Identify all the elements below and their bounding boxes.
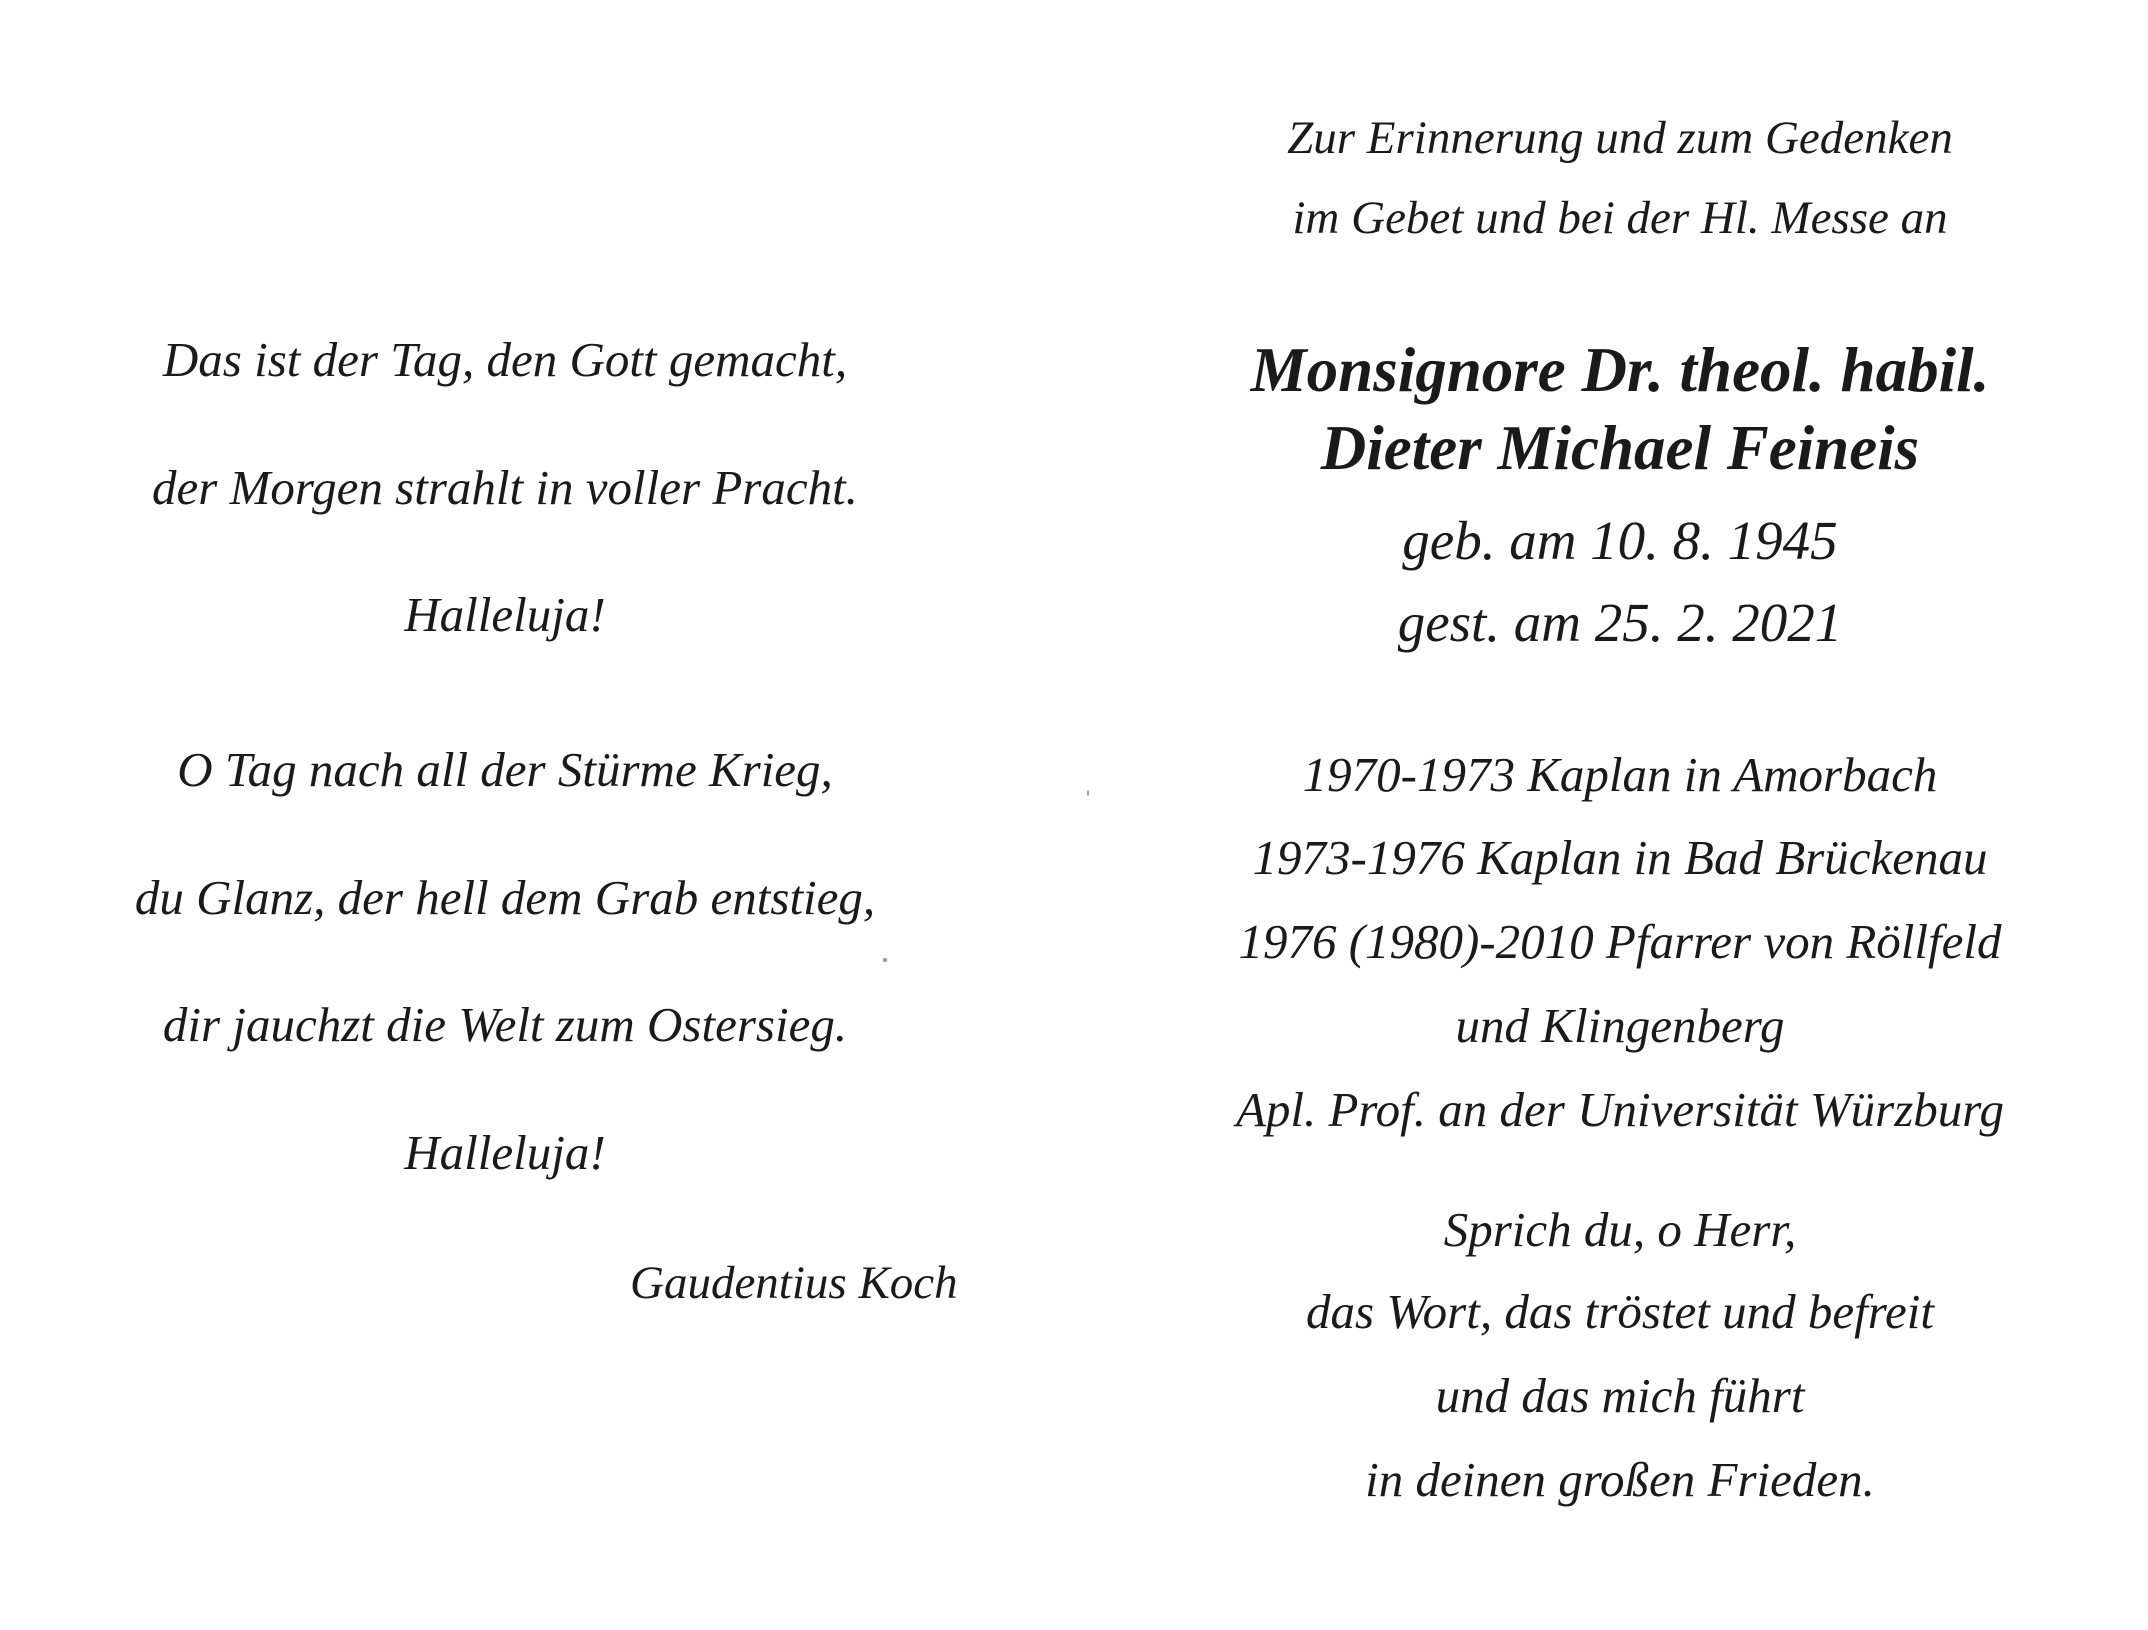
intro-line-2: im Gebet und bei der Hl. Messe an [1292,192,1948,244]
deceased-title: Monsignore Dr. theol. habil. [1250,335,1990,405]
verse-line-1: Sprich du, o Herr, [1443,1202,1797,1257]
poem-line-1: Das ist der Tag, den Gott gemacht, [162,332,848,387]
poem-line-4: O Tag nach all der Stürme Krieg, [177,742,833,797]
verse-line-2: das Wort, das tröstet und befreit [1306,1284,1934,1339]
poem-line-2: der Morgen strahlt in voller Pracht. [152,460,858,515]
death-date: gest. am 25. 2. 2021 [1397,592,1843,653]
career-line-4: und Klingenberg [1455,998,1785,1053]
deceased-name: Dieter Michael Feineis [1320,413,1920,483]
birth-date: geb. am 10. 8. 1945 [1402,510,1838,571]
career-line-2: 1973-1976 Kaplan in Bad Brückenau [1252,830,1988,885]
career-line-1: 1970-1973 Kaplan in Amorbach [1302,747,1938,802]
paper-speck [883,958,887,962]
poem-line-3: Halleluja! [404,587,606,642]
verse-line-4: in deinen großen Frieden. [1365,1452,1875,1507]
poem-line-5: du Glanz, der hell dem Grab entstieg, [134,870,876,925]
career-line-3: 1976 (1980)-2010 Pfarrer von Röllfeld [1238,914,2002,969]
paper-speck [1087,790,1089,796]
career-line-5: Apl. Prof. an der Universität Würzburg [1235,1082,2005,1137]
intro-line-1: Zur Erinnerung und zum Gedenken [1287,112,1953,164]
poem-author: Gaudentius Koch [630,1257,958,1309]
verse-line-3: und das mich führt [1435,1368,1805,1423]
poem-line-6: dir jauchzt die Welt zum Ostersieg. [162,997,848,1052]
poem-line-7: Halleluja! [404,1125,606,1180]
